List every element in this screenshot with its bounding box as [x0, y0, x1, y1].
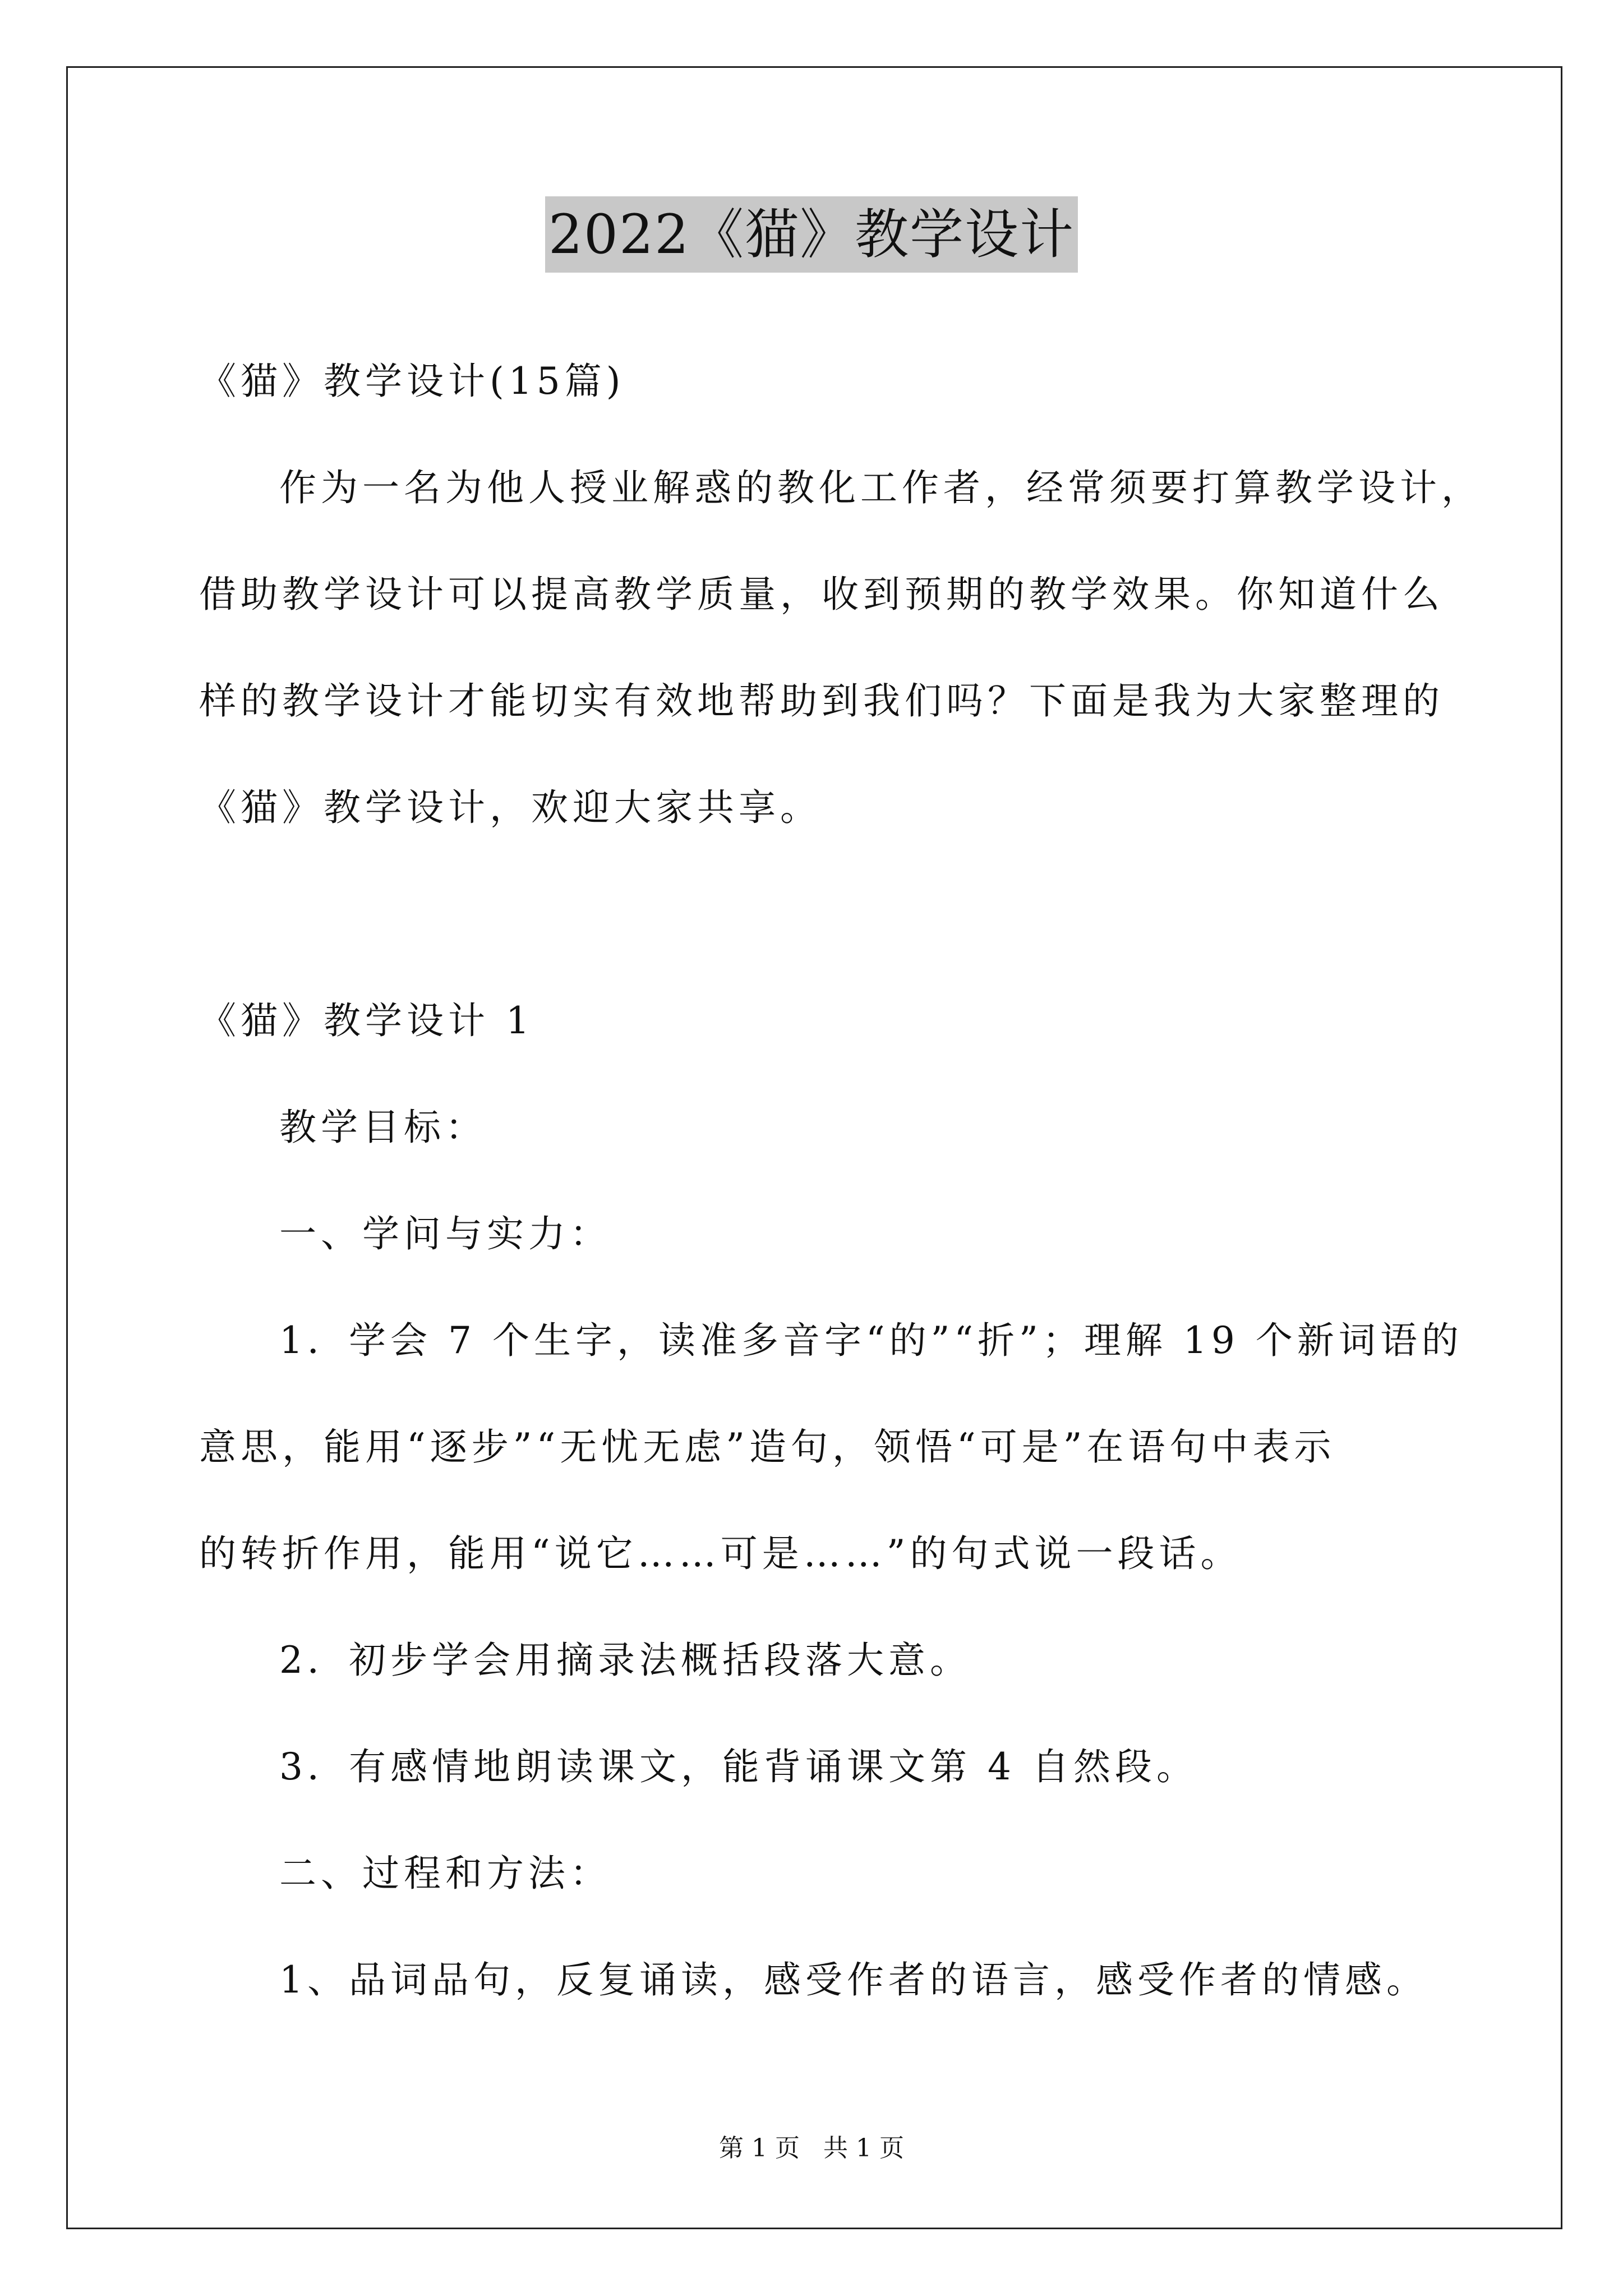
- intro-line-2: 借助教学设计可以提高教学质量，收到预期的教学效果。你知道什么: [199, 573, 1444, 616]
- intro-line-3: 样的教学设计才能切实有效地帮助到我们吗？下面是我为大家整理的: [199, 679, 1444, 723]
- document-title: 2022《猫》教学设计: [545, 196, 1078, 273]
- section-heading: 《猫》教学设计 1: [199, 999, 534, 1042]
- body-line-item-3: 3．有感情地朗读课文，能背诵课文第 4 自然段。: [279, 1745, 1198, 1788]
- title-container: [0, 196, 1623, 273]
- body-line-process: 二、过程和方法：: [279, 1852, 611, 1895]
- body-line-item-2: 2．初步学会用摘录法概括段落大意。: [279, 1639, 971, 1682]
- body-line-objectives: 教学目标：: [279, 1106, 487, 1149]
- intro-line-1: 作为一名为他人授业解惑的教化工作者，经常须要打算教学设计，: [279, 466, 1483, 509]
- page-footer: 第 1 页 共 1 页: [719, 2134, 904, 2162]
- body-line-item-1b: 意思，能用“逐步”“无忧无虑”造句，领悟“可是”在语句中表示: [199, 1425, 1336, 1469]
- intro-line-4: 《猫》教学设计，欢迎大家共享。: [199, 786, 822, 829]
- body-line-process-1: 1、品词品句，反复诵读，感受作者的语言，感受作者的情感。: [279, 1958, 1428, 2001]
- subtitle: 《猫》教学设计(15篇): [199, 360, 625, 403]
- body-line-item-1a: 1．学会 7 个生字，读准多音字“的”“折”；理解 19 个新词语的: [279, 1319, 1463, 1362]
- body-line-item-1c: 的转折作用，能用“说它……可是……”的句式说一段话。: [199, 1532, 1242, 1575]
- body-line-knowledge: 一、学问与实力：: [279, 1212, 611, 1255]
